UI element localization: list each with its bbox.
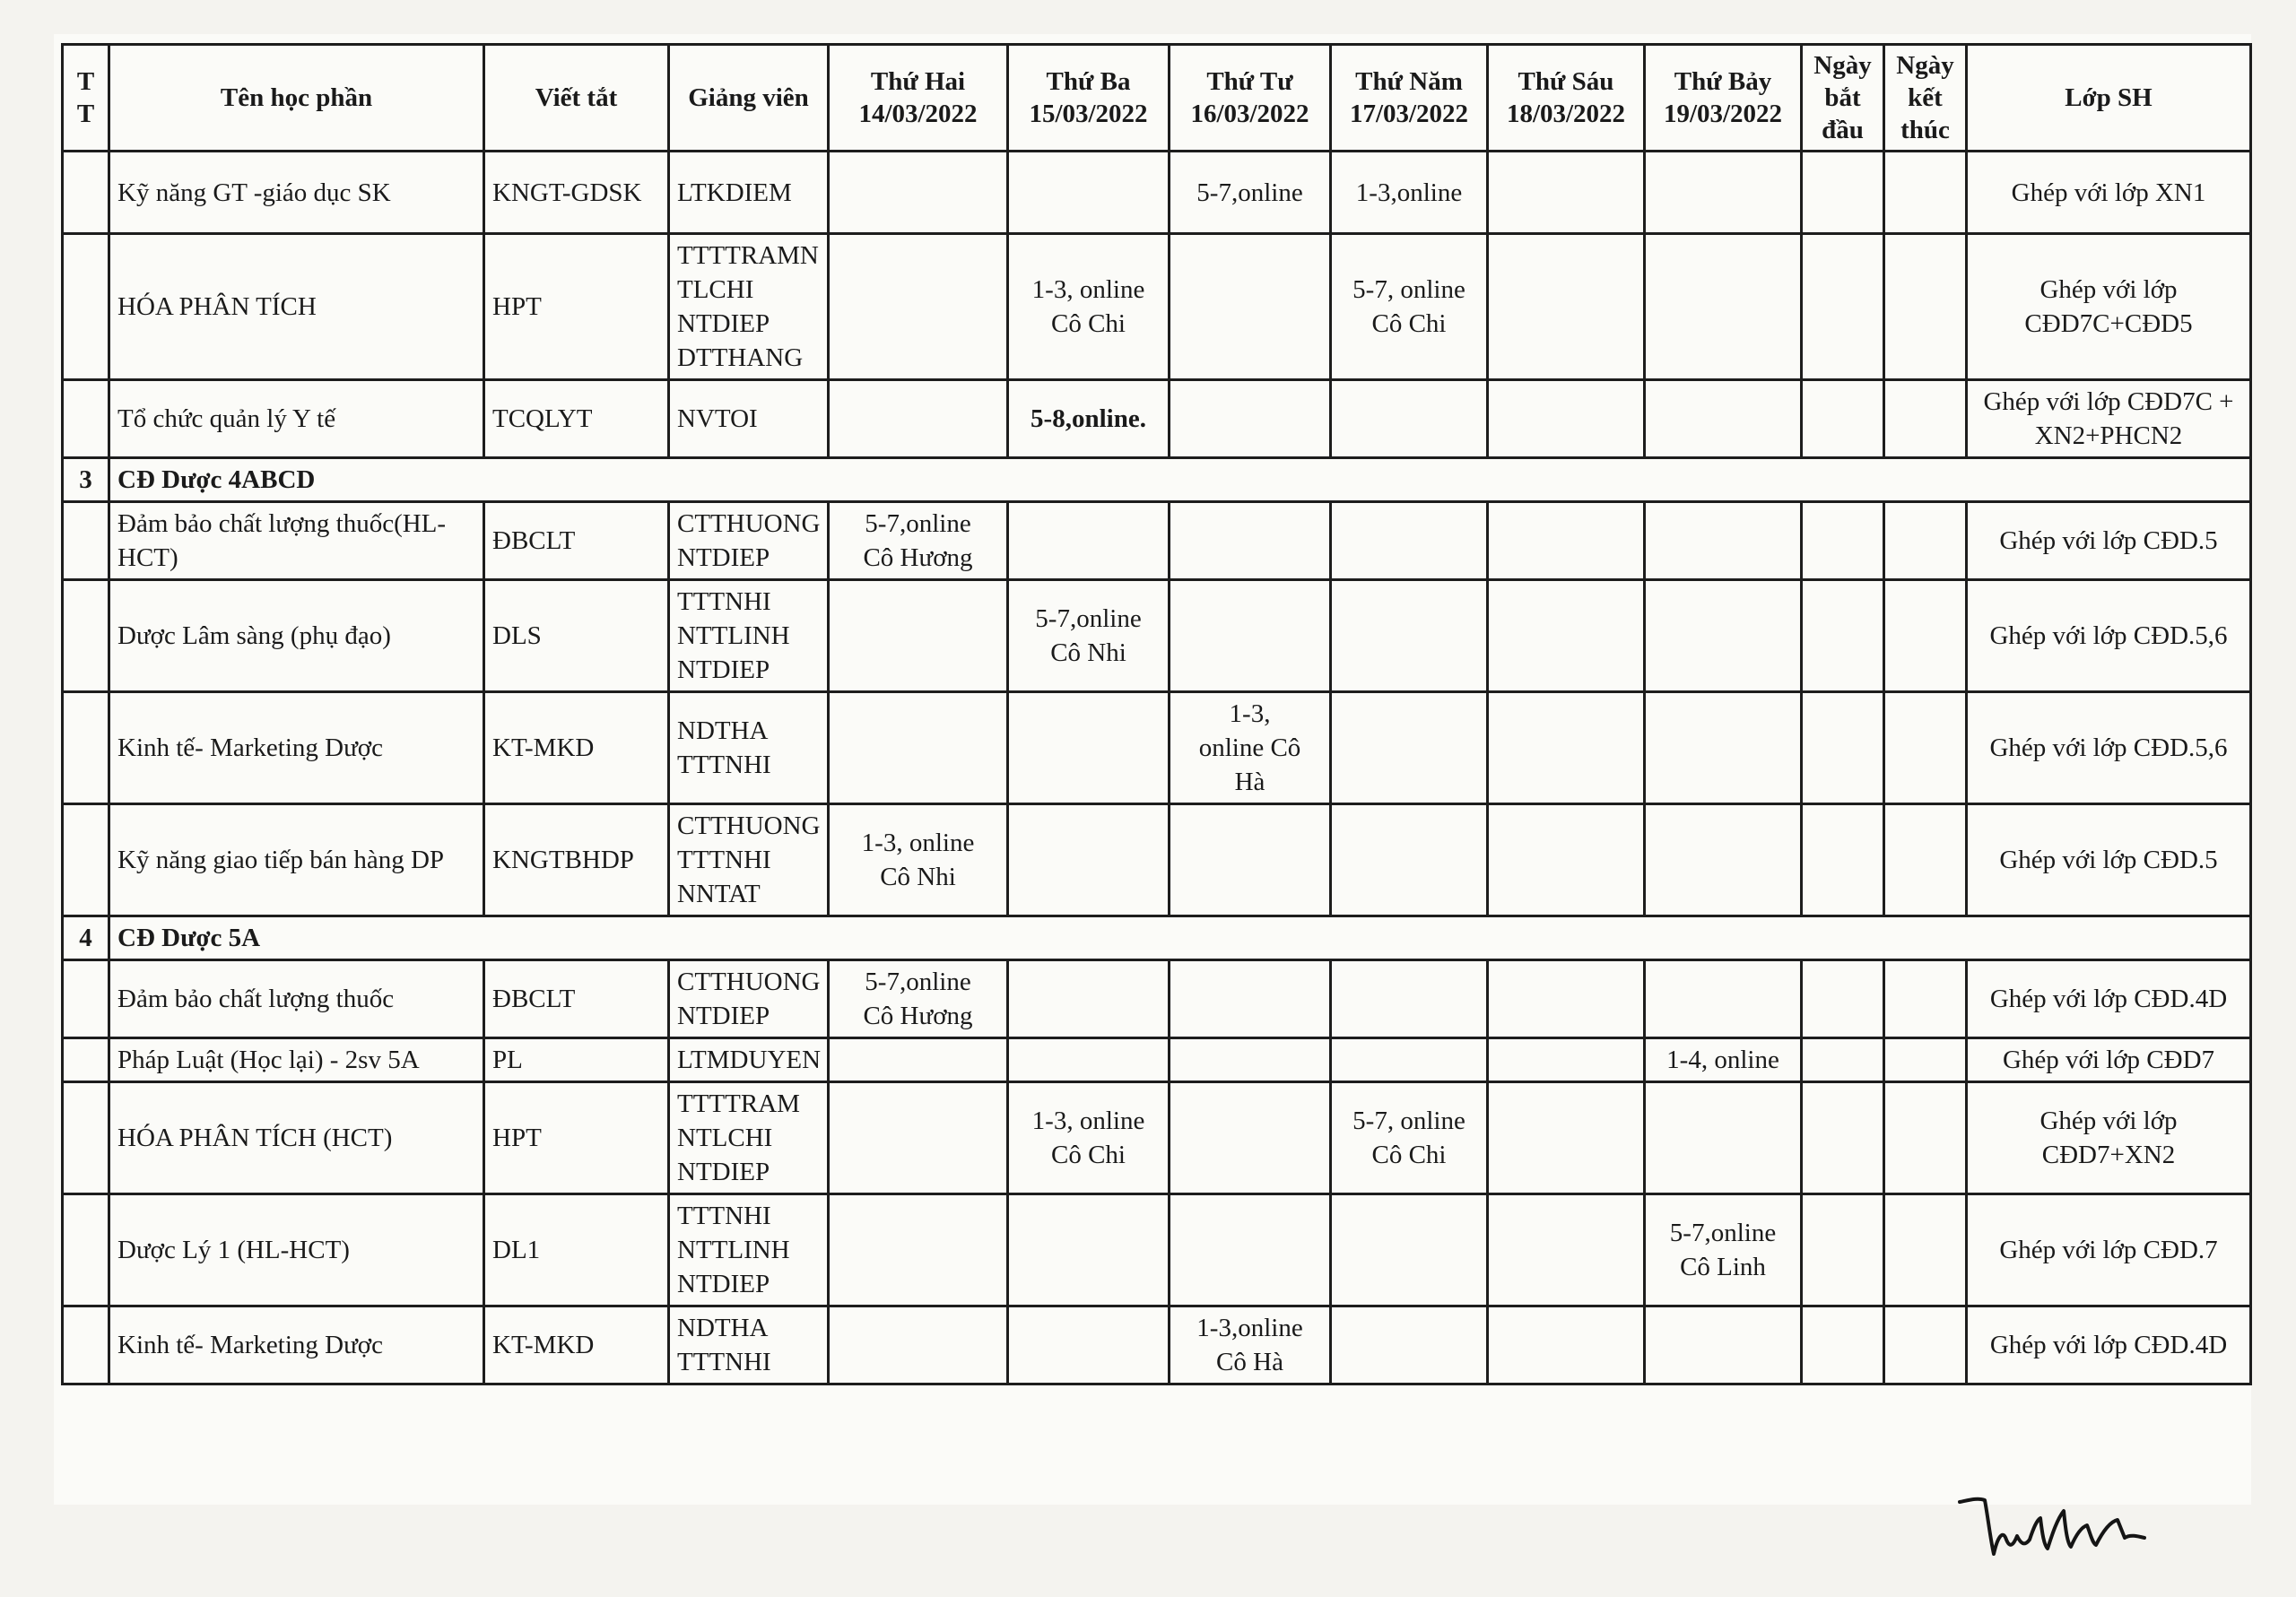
- session-cell-monday: [829, 502, 1008, 580]
- cell-line: CTTHUONG: [677, 968, 821, 996]
- cell-line: 5-7,online: [1669, 1219, 1777, 1247]
- session-cell-thursday: [1331, 692, 1488, 804]
- course-name-cell: Pháp Luật (Học lại) - 2sv 5A: [109, 1038, 484, 1082]
- cell-line: 1-3, online: [1031, 1107, 1145, 1135]
- header-tt: T T: [63, 45, 109, 152]
- cell-line: NNTAT: [677, 880, 761, 908]
- header-friday: Thứ Sáu 18/03/2022: [1488, 45, 1645, 152]
- table-row: [63, 380, 2251, 458]
- lecturer-cell: [669, 692, 829, 804]
- session-cell-tuesday: [1008, 580, 1170, 692]
- abbreviation-cell: HPT: [484, 234, 669, 380]
- session-cell-wednesday: [1170, 1194, 1331, 1306]
- cell-line: NTDIEP: [677, 1002, 770, 1030]
- cell-line: online Cô: [1198, 733, 1301, 762]
- cell-line: DTTHANG: [677, 343, 804, 372]
- session-cell-thursday: [1331, 152, 1488, 234]
- start-date-cell: [1802, 1306, 1884, 1384]
- row-number-cell: [63, 692, 109, 804]
- cell-line: Cô Chi: [1051, 309, 1126, 338]
- session-cell-tuesday: [1008, 234, 1170, 380]
- header-abbreviation: Viết tắt: [484, 45, 669, 152]
- abbreviation-cell: KT-MKD: [484, 692, 669, 804]
- end-date-cell: [1884, 1306, 1967, 1384]
- lecturer-cell: [669, 502, 829, 580]
- header-class: Lớp SH: [1967, 45, 2251, 152]
- session-cell-tuesday: [1008, 960, 1170, 1038]
- course-name-cell: HÓA PHÂN TÍCH (HCT): [109, 1082, 484, 1194]
- session-cell-tuesday: [1008, 1194, 1170, 1306]
- cell-line: NTDIEP: [677, 309, 770, 338]
- cell-line: CTTHUONG: [677, 812, 821, 840]
- header-start-date: Ngày bắt đầu: [1802, 45, 1884, 152]
- session-cell-wednesday: [1170, 1038, 1331, 1082]
- table-row: [63, 804, 2251, 916]
- start-date-cell: [1802, 380, 1884, 458]
- class-cell: Ghép với lớp CĐD.5,6: [1967, 580, 2251, 692]
- cell-line: NTTLINH: [677, 1236, 790, 1264]
- cell-line: Hà: [1234, 768, 1265, 796]
- end-date-cell: [1884, 1082, 1967, 1194]
- session-cell-monday: [829, 1082, 1008, 1194]
- session-cell-tuesday: [1008, 152, 1170, 234]
- end-date-cell: [1884, 804, 1967, 916]
- start-date-cell: [1802, 1038, 1884, 1082]
- cell-line: Cô Nhi: [880, 863, 956, 891]
- lecturer-cell: [669, 380, 829, 458]
- course-name-cell: Kinh tế- Marketing Dược: [109, 1306, 484, 1384]
- table-row: [63, 502, 2251, 580]
- session-cell-monday: [829, 1306, 1008, 1384]
- cell-line: 1-3, online: [861, 829, 975, 857]
- end-date-cell: [1884, 580, 1967, 692]
- end-date-cell: [1884, 1038, 1967, 1082]
- course-name-cell: Đảm bảo chất lượng thuốc: [109, 960, 484, 1038]
- cell-line: NTDIEP: [677, 543, 770, 572]
- session-cell-thursday: [1331, 804, 1488, 916]
- session-cell-friday: [1488, 152, 1645, 234]
- cell-line: 1-3,: [1229, 699, 1271, 728]
- session-cell-saturday: [1645, 804, 1802, 916]
- session-cell-monday: [829, 1038, 1008, 1082]
- session-cell-wednesday: [1170, 152, 1331, 234]
- session-cell-saturday: [1645, 1194, 1802, 1306]
- lecturer-cell: [669, 152, 829, 234]
- cell-line: NTDIEP: [677, 1270, 770, 1298]
- session-cell-monday: [829, 1194, 1008, 1306]
- abbreviation-cell: HPT: [484, 1082, 669, 1194]
- cell-line: 5-7,online: [1196, 178, 1303, 207]
- header-tuesday: Thứ Ba 15/03/2022: [1008, 45, 1170, 152]
- session-cell-wednesday: [1170, 380, 1331, 458]
- cell-line: TTTNHI: [677, 751, 771, 779]
- table-row: [63, 234, 2251, 380]
- group-number: 4: [63, 916, 109, 960]
- table-row: [63, 692, 2251, 804]
- session-cell-friday: [1488, 234, 1645, 380]
- session-cell-thursday: [1331, 234, 1488, 380]
- session-cell-saturday: [1645, 152, 1802, 234]
- lecturer-cell: [669, 804, 829, 916]
- cell-line: 5-8,online.: [1031, 404, 1146, 433]
- signature: [1951, 1484, 2148, 1574]
- row-number-cell: [63, 152, 109, 234]
- abbreviation-cell: TCQLYT: [484, 380, 669, 458]
- session-cell-friday: [1488, 1306, 1645, 1384]
- cell-line: CTTHUONG: [677, 509, 821, 538]
- cell-line: 5-7,online: [865, 968, 971, 996]
- class-cell: Ghép với lớp CĐD.4D: [1967, 960, 2251, 1038]
- cell-line: TLCHI: [677, 275, 754, 304]
- session-cell-friday: [1488, 960, 1645, 1038]
- lecturer-cell: [669, 960, 829, 1038]
- row-number-cell: [63, 502, 109, 580]
- cell-line: 1-3, online: [1031, 275, 1145, 304]
- schedule-body: [63, 152, 2251, 1384]
- cell-line: 5-7, online: [1352, 1107, 1465, 1135]
- cell-line: Cô Hương: [863, 1002, 973, 1030]
- start-date-cell: [1802, 804, 1884, 916]
- lecturer-cell: [669, 234, 829, 380]
- abbreviation-cell: KNGT-GDSK: [484, 152, 669, 234]
- end-date-cell: [1884, 234, 1967, 380]
- session-cell-saturday: [1645, 502, 1802, 580]
- course-name-cell: Đảm bảo chất lượng thuốc(HL-HCT): [109, 502, 484, 580]
- header-saturday: Thứ Bảy 19/03/2022: [1645, 45, 1802, 152]
- session-cell-saturday: [1645, 692, 1802, 804]
- cell-line: NVTOI: [677, 404, 758, 433]
- group-title: CĐ Dược 4ABCD: [109, 458, 2251, 502]
- session-cell-monday: [829, 960, 1008, 1038]
- class-cell: Ghép với lớp CĐD.5,6: [1967, 692, 2251, 804]
- cell-line: Cô Chi: [1371, 1141, 1447, 1169]
- session-cell-wednesday: [1170, 804, 1331, 916]
- cell-line: Cô Chi: [1051, 1141, 1126, 1169]
- session-cell-wednesday: [1170, 1082, 1331, 1194]
- cell-line: 5-7, online: [1352, 275, 1465, 304]
- schedule-table: [61, 43, 2252, 1385]
- session-cell-thursday: [1331, 580, 1488, 692]
- session-cell-saturday: [1645, 234, 1802, 380]
- cell-line: Cô Hà: [1216, 1348, 1283, 1376]
- session-cell-tuesday: [1008, 692, 1170, 804]
- table-row: [63, 152, 2251, 234]
- session-cell-saturday: [1645, 1306, 1802, 1384]
- end-date-cell: [1884, 152, 1967, 234]
- end-date-cell: [1884, 502, 1967, 580]
- lecturer-cell: [669, 1082, 829, 1194]
- cell-line: NDTHA: [677, 1314, 769, 1342]
- session-cell-saturday: [1645, 380, 1802, 458]
- end-date-cell: [1884, 692, 1967, 804]
- lecturer-cell: [669, 1306, 829, 1384]
- abbreviation-cell: KT-MKD: [484, 1306, 669, 1384]
- session-cell-friday: [1488, 692, 1645, 804]
- cell-line: TTTNHI: [677, 1348, 771, 1376]
- session-cell-thursday: [1331, 1038, 1488, 1082]
- class-cell: Ghép với lớp CĐD.7: [1967, 1194, 2251, 1306]
- session-cell-friday: [1488, 1194, 1645, 1306]
- session-cell-monday: [829, 804, 1008, 916]
- session-cell-thursday: [1331, 1082, 1488, 1194]
- cell-line: 1-4, online: [1666, 1046, 1779, 1074]
- cell-line: TTTTRAM: [677, 1089, 800, 1118]
- row-number-cell: [63, 1194, 109, 1306]
- session-cell-wednesday: [1170, 692, 1331, 804]
- session-cell-monday: [829, 380, 1008, 458]
- start-date-cell: [1802, 152, 1884, 234]
- row-number-cell: [63, 1038, 109, 1082]
- course-name-cell: Kỹ năng giao tiếp bán hàng DP: [109, 804, 484, 916]
- end-date-cell: [1884, 960, 1967, 1038]
- session-cell-wednesday: [1170, 1306, 1331, 1384]
- abbreviation-cell: ĐBCLT: [484, 502, 669, 580]
- cell-line: Cô Chi: [1371, 309, 1447, 338]
- table-row: [63, 960, 2251, 1038]
- session-cell-monday: [829, 152, 1008, 234]
- abbreviation-cell: KNGTBHDP: [484, 804, 669, 916]
- table-row: [63, 1038, 2251, 1082]
- session-cell-wednesday: [1170, 502, 1331, 580]
- cell-line: TTTTRAMN: [677, 241, 819, 270]
- session-cell-saturday: [1645, 960, 1802, 1038]
- session-cell-monday: [829, 234, 1008, 380]
- course-name-cell: Kinh tế- Marketing Dược: [109, 692, 484, 804]
- header-end-date: Ngày kết thúc: [1884, 45, 1967, 152]
- session-cell-monday: [829, 692, 1008, 804]
- row-number-cell: [63, 1082, 109, 1194]
- session-cell-friday: [1488, 1038, 1645, 1082]
- abbreviation-cell: DL1: [484, 1194, 669, 1306]
- group-number: 3: [63, 458, 109, 502]
- table-row: [63, 1082, 2251, 1194]
- abbreviation-cell: DLS: [484, 580, 669, 692]
- session-cell-wednesday: [1170, 960, 1331, 1038]
- row-number-cell: [63, 380, 109, 458]
- start-date-cell: [1802, 234, 1884, 380]
- session-cell-thursday: [1331, 380, 1488, 458]
- cell-line: NTLCHI: [677, 1124, 773, 1152]
- table-row: [63, 580, 2251, 692]
- class-cell: Ghép với lớp CĐD7C + XN2+PHCN2: [1967, 380, 2251, 458]
- header-thursday: Thứ Năm 17/03/2022: [1331, 45, 1488, 152]
- cell-line: LTKDIEM: [677, 178, 792, 207]
- cell-line: 1-3,online: [1196, 1314, 1303, 1342]
- cell-line: Cô Hương: [863, 543, 973, 572]
- class-cell: Ghép với lớp CĐD.4D: [1967, 1306, 2251, 1384]
- class-cell: Ghép với lớp CĐD.5: [1967, 804, 2251, 916]
- cell-line: NTDIEP: [677, 1158, 770, 1186]
- header-lecturer: Giảng viên: [669, 45, 829, 152]
- session-cell-saturday: [1645, 1082, 1802, 1194]
- abbreviation-cell: PL: [484, 1038, 669, 1082]
- class-cell: Ghép với lớp CĐD7+XN2: [1967, 1082, 2251, 1194]
- session-cell-friday: [1488, 502, 1645, 580]
- session-cell-thursday: [1331, 960, 1488, 1038]
- cell-line: NTTLINH: [677, 621, 790, 650]
- session-cell-wednesday: [1170, 580, 1331, 692]
- end-date-cell: [1884, 1194, 1967, 1306]
- session-cell-tuesday: [1008, 380, 1170, 458]
- abbreviation-cell: ĐBCLT: [484, 960, 669, 1038]
- group-title: CĐ Dược 5A: [109, 916, 2251, 960]
- session-cell-monday: [829, 580, 1008, 692]
- table-row: [63, 1306, 2251, 1384]
- header-wednesday: Thứ Tư 16/03/2022: [1170, 45, 1331, 152]
- session-cell-wednesday: [1170, 234, 1331, 380]
- group-row: [63, 916, 2251, 960]
- session-cell-thursday: [1331, 1306, 1488, 1384]
- class-cell: Ghép với lớp XN1: [1967, 152, 2251, 234]
- course-name-cell: HÓA PHÂN TÍCH: [109, 234, 484, 380]
- end-date-cell: [1884, 380, 1967, 458]
- start-date-cell: [1802, 1194, 1884, 1306]
- class-cell: Ghép với lớp CĐD.5: [1967, 502, 2251, 580]
- cell-line: 5-7,online: [1035, 604, 1142, 633]
- cell-line: TTTNHI: [677, 1202, 771, 1230]
- row-number-cell: [63, 234, 109, 380]
- header-row: [63, 45, 2251, 152]
- cell-line: TTTNHI: [677, 587, 771, 616]
- class-cell: Ghép với lớp CĐD7: [1967, 1038, 2251, 1082]
- session-cell-thursday: [1331, 1194, 1488, 1306]
- session-cell-thursday: [1331, 502, 1488, 580]
- start-date-cell: [1802, 502, 1884, 580]
- course-name-cell: Tổ chức quản lý Y tế: [109, 380, 484, 458]
- course-name-cell: Kỹ năng GT -giáo dục SK: [109, 152, 484, 234]
- cell-line: Cô Linh: [1680, 1253, 1766, 1281]
- session-cell-tuesday: [1008, 1082, 1170, 1194]
- table-row: [63, 1194, 2251, 1306]
- session-cell-tuesday: [1008, 1038, 1170, 1082]
- start-date-cell: [1802, 692, 1884, 804]
- course-name-cell: Dược Lý 1 (HL-HCT): [109, 1194, 484, 1306]
- header-monday: Thứ Hai 14/03/2022: [829, 45, 1008, 152]
- course-name-cell: Dược Lâm sàng (phụ đạo): [109, 580, 484, 692]
- lecturer-cell: [669, 1194, 829, 1306]
- session-cell-tuesday: [1008, 804, 1170, 916]
- session-cell-friday: [1488, 380, 1645, 458]
- row-number-cell: [63, 804, 109, 916]
- session-cell-friday: [1488, 1082, 1645, 1194]
- cell-line: TTTNHI: [677, 846, 771, 874]
- lecturer-cell: [669, 1038, 829, 1082]
- session-cell-friday: [1488, 804, 1645, 916]
- start-date-cell: [1802, 1082, 1884, 1194]
- start-date-cell: [1802, 960, 1884, 1038]
- row-number-cell: [63, 580, 109, 692]
- row-number-cell: [63, 960, 109, 1038]
- cell-line: 5-7,online: [865, 509, 971, 538]
- start-date-cell: [1802, 580, 1884, 692]
- cell-line: Cô Nhi: [1050, 638, 1126, 667]
- cell-line: 1-3,online: [1355, 178, 1463, 207]
- cell-line: LTMDUYEN: [677, 1046, 822, 1074]
- row-number-cell: [63, 1306, 109, 1384]
- session-cell-tuesday: [1008, 1306, 1170, 1384]
- header-course-name: Tên học phần: [109, 45, 484, 152]
- class-cell: Ghép với lớp CĐD7C+CĐD5: [1967, 234, 2251, 380]
- group-row: [63, 458, 2251, 502]
- cell-line: NTDIEP: [677, 655, 770, 684]
- session-cell-tuesday: [1008, 502, 1170, 580]
- cell-line: NDTHA: [677, 716, 769, 745]
- session-cell-saturday: [1645, 580, 1802, 692]
- session-cell-saturday: [1645, 1038, 1802, 1082]
- session-cell-friday: [1488, 580, 1645, 692]
- lecturer-cell: [669, 580, 829, 692]
